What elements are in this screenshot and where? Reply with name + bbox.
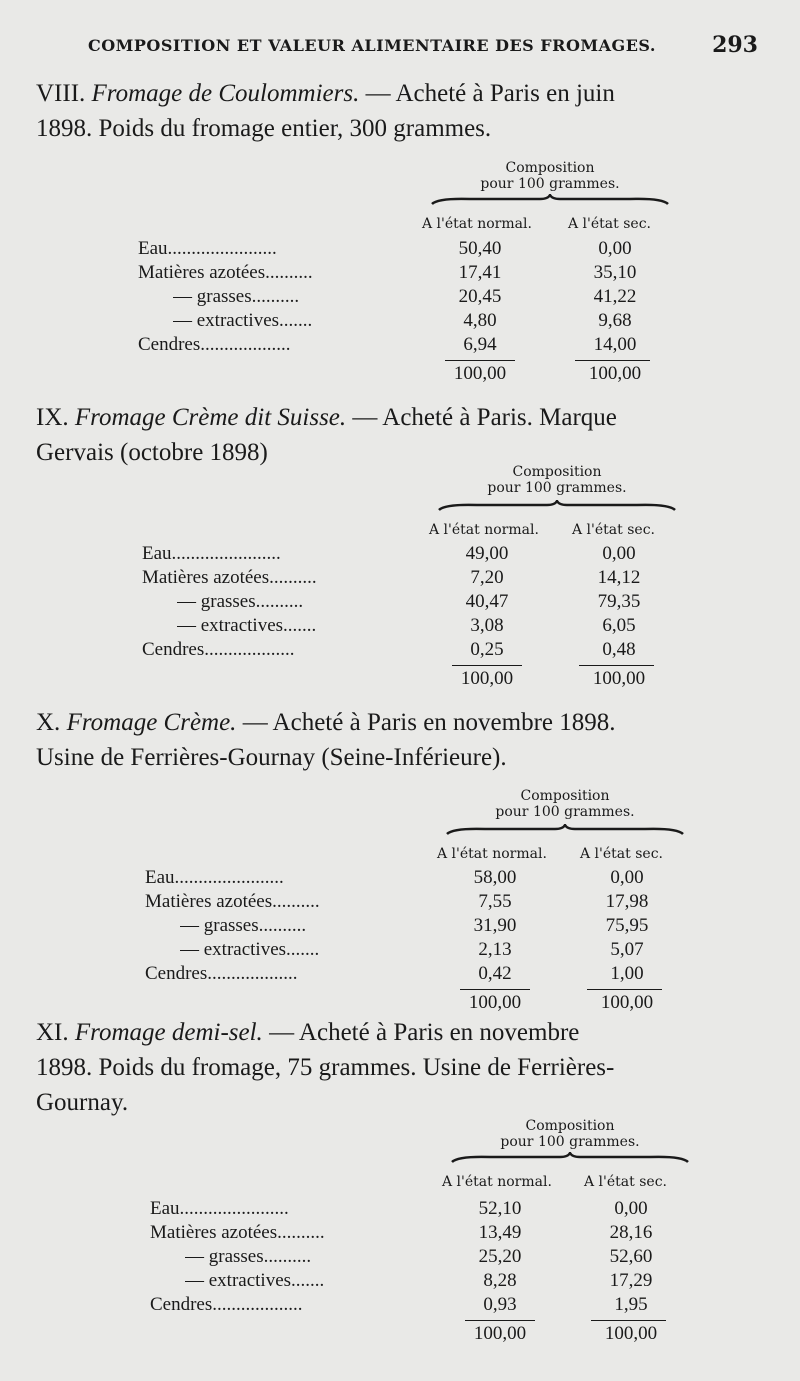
section-heading-text: — Acheté à Paris. Marque — [346, 404, 617, 431]
column-header-dry: A l'état sec. — [568, 216, 651, 232]
table-row — [0, 867, 800, 891]
section-number: VIII. — [36, 80, 92, 107]
sum-rule — [575, 360, 650, 361]
section-heading-text: — Acheté à Paris en juin — [359, 80, 615, 107]
table-row — [0, 1270, 800, 1294]
total-dry: 100,00 — [600, 992, 654, 1013]
table-row — [0, 334, 800, 358]
value-normal: 6,94 — [463, 334, 497, 355]
value-normal: 0,93 — [483, 1294, 517, 1315]
page-number: 293 — [712, 32, 758, 58]
row-label: — grasses.......... — [173, 286, 300, 307]
value-dry: 0,00 — [614, 1198, 648, 1219]
value-normal: 31,90 — [473, 915, 517, 936]
row-label: Matières azotées.......... — [138, 262, 313, 283]
table-row — [0, 238, 800, 262]
value-dry: 17,29 — [609, 1270, 653, 1291]
value-normal: 25,20 — [478, 1246, 522, 1267]
row-label: — extractives....... — [185, 1270, 325, 1291]
row-label: — extractives....... — [177, 615, 317, 636]
table-row — [0, 1246, 800, 1270]
row-label: — grasses.......... — [185, 1246, 312, 1267]
value-dry: 17,98 — [605, 891, 649, 912]
row-label: Eau....................... — [138, 238, 277, 259]
composition-label: Composition — [520, 788, 610, 804]
section-title: Fromage Crème dit Suisse. — [74, 404, 347, 431]
row-label: Cendres................... — [142, 639, 295, 660]
row-label: Cendres................... — [150, 1294, 303, 1315]
column-header-normal: A l'état normal. — [437, 846, 547, 862]
value-dry: 0,00 — [602, 543, 636, 564]
value-normal: 4,80 — [463, 310, 497, 331]
value-normal: 49,00 — [465, 543, 509, 564]
value-dry: 14,12 — [597, 567, 641, 588]
row-label: Eau....................... — [145, 867, 284, 888]
total-normal: 100,00 — [468, 992, 522, 1013]
value-dry: 0,00 — [610, 867, 644, 888]
value-dry: 41,22 — [593, 286, 637, 307]
section-title: Fromage demi-sel. — [74, 1019, 263, 1046]
brace-icon — [437, 500, 677, 512]
brace-icon — [450, 1152, 690, 1164]
value-normal: 58,00 — [473, 867, 517, 888]
section-heading — [36, 400, 761, 470]
value-normal: 3,08 — [470, 615, 504, 636]
value-dry: 6,05 — [602, 615, 636, 636]
total-normal: 100,00 — [473, 1323, 527, 1344]
section-heading — [36, 705, 761, 775]
row-label: Cendres................... — [138, 334, 291, 355]
value-normal: 7,20 — [470, 567, 504, 588]
brace-icon — [445, 824, 685, 836]
composition-label: Composition — [512, 464, 602, 480]
sum-rule — [465, 1320, 535, 1321]
table-row — [0, 963, 800, 987]
value-normal: 17,41 — [458, 262, 502, 283]
table-row — [0, 567, 800, 591]
composition-label: Composition — [505, 160, 595, 176]
total-normal: 100,00 — [453, 363, 507, 384]
value-dry: 75,95 — [605, 915, 649, 936]
row-label: Eau....................... — [142, 543, 281, 564]
row-label: Eau....................... — [150, 1198, 289, 1219]
row-label: Cendres................... — [145, 963, 298, 984]
value-normal: 0,42 — [478, 963, 512, 984]
table-row — [0, 591, 800, 615]
composition-header — [470, 1118, 670, 1150]
table-row — [0, 891, 800, 915]
column-header-normal: A l'état normal. — [422, 216, 532, 232]
section-heading-line3: Gournay. — [36, 1089, 129, 1116]
section-heading — [36, 1015, 761, 1120]
value-dry: 0,00 — [598, 238, 632, 259]
section-heading-line2: 1898. Poids du fromage entier, 300 grammes. — [36, 115, 492, 142]
total-dry: 100,00 — [588, 363, 642, 384]
value-dry: 1,95 — [614, 1294, 648, 1315]
value-dry: 14,00 — [593, 334, 637, 355]
column-header-dry: A l'état sec. — [584, 1174, 667, 1190]
sum-rule — [579, 665, 654, 666]
row-label: Matières azotées.......... — [142, 567, 317, 588]
value-normal: 20,45 — [458, 286, 502, 307]
value-normal: 13,49 — [478, 1222, 522, 1243]
row-label: Matières azotées.......... — [150, 1222, 325, 1243]
value-normal: 40,47 — [465, 591, 509, 612]
value-dry: 5,07 — [610, 939, 644, 960]
composition-header — [465, 788, 665, 820]
table-row — [0, 286, 800, 310]
table-row — [0, 615, 800, 639]
value-normal: 0,25 — [470, 639, 504, 660]
row-label: Matières azotées.......... — [145, 891, 320, 912]
sum-rule — [460, 989, 530, 990]
table-row — [0, 543, 800, 567]
composition-label: Composition — [525, 1118, 615, 1134]
sum-rule — [452, 665, 522, 666]
column-header-normal: A l'état normal. — [429, 522, 539, 538]
column-header-normal: A l'état normal. — [442, 1174, 552, 1190]
per-100-grams-label: pour 100 grammes. — [487, 480, 627, 496]
sum-rule — [591, 1320, 666, 1321]
total-dry: 100,00 — [604, 1323, 658, 1344]
per-100-grams-label: pour 100 grammes. — [495, 804, 635, 820]
section-heading — [36, 76, 761, 146]
sum-rule — [587, 989, 662, 990]
composition-header — [457, 464, 657, 496]
value-normal: 2,13 — [478, 939, 512, 960]
section-title: Fromage Crème. — [66, 709, 237, 736]
row-label: — grasses.......... — [180, 915, 307, 936]
table-row — [0, 1198, 800, 1222]
value-dry: 9,68 — [598, 310, 632, 331]
total-normal: 100,00 — [460, 668, 514, 689]
row-label: — grasses.......... — [177, 591, 304, 612]
column-header-dry: A l'état sec. — [580, 846, 663, 862]
composition-header — [450, 160, 650, 192]
row-label: — extractives....... — [173, 310, 313, 331]
section-heading-text: — Acheté à Paris en novembre 1898. — [236, 709, 616, 736]
per-100-grams-label: pour 100 grammes. — [500, 1134, 640, 1150]
value-dry: 79,35 — [597, 591, 641, 612]
section-heading-line2: Gervais (octobre 1898) — [36, 439, 268, 466]
value-dry: 28,16 — [609, 1222, 653, 1243]
sum-rule — [445, 360, 515, 361]
running-header — [88, 32, 758, 58]
value-dry: 35,10 — [593, 262, 637, 283]
section-heading-line2: Usine de Ferrières-Gournay (Seine-Inférieure). — [36, 744, 507, 771]
value-dry: 52,60 — [609, 1246, 653, 1267]
running-title: COMPOSITION ET VALEUR ALIMENTAIRE DES FROMAGES. — [88, 36, 656, 55]
section-heading-line2: 1898. Poids du fromage, 75 grammes. Usine de Ferrières- — [36, 1054, 615, 1081]
table-row — [0, 1294, 800, 1318]
section-number: XI. — [36, 1019, 75, 1046]
table-row — [0, 939, 800, 963]
per-100-grams-label: pour 100 grammes. — [480, 176, 620, 192]
value-normal: 7,55 — [478, 891, 512, 912]
column-header-dry: A l'état sec. — [572, 522, 655, 538]
value-normal: 8,28 — [483, 1270, 517, 1291]
section-number: X. — [36, 709, 67, 736]
section-number: IX. — [36, 404, 75, 431]
value-normal: 50,40 — [458, 238, 502, 259]
brace-icon — [430, 194, 670, 206]
table-row — [0, 262, 800, 286]
value-normal: 52,10 — [478, 1198, 522, 1219]
value-dry: 0,48 — [602, 639, 636, 660]
total-dry: 100,00 — [592, 668, 646, 689]
table-row — [0, 639, 800, 663]
row-label: — extractives....... — [180, 939, 320, 960]
section-heading-text: — Acheté à Paris en novembre — [262, 1019, 580, 1046]
section-title: Fromage de Coulommiers. — [91, 80, 360, 107]
value-dry: 1,00 — [610, 963, 644, 984]
table-row — [0, 310, 800, 334]
table-row — [0, 1222, 800, 1246]
table-row — [0, 915, 800, 939]
